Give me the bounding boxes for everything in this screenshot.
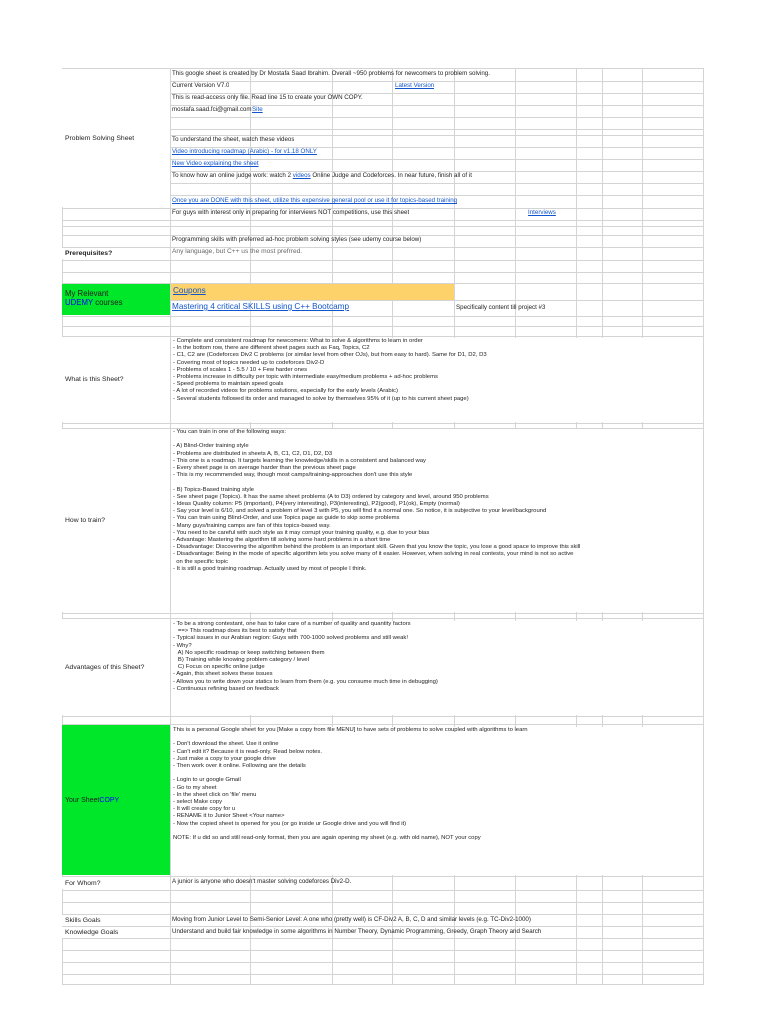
label-how-to-train: How to train? bbox=[62, 429, 170, 612]
advantages-text: - To be a strong contestant, one has to take care of a number of quality and quantity factors ==> This roadmap does its best to satisfy that - Typical issues in our Arabian region: Guys with 700-1000 solved problems and still weak! - Why? A) No specific roadmap or keep switching between them B) Training while knowing problem category / level C) Focus on specific online judge - Again, this sheet solves these issues - Allows you to write down your statics to learn from them (e.g. you consume much time in debugging) - Continuous refining based on feedback bbox=[172, 621, 702, 715]
coupons-link[interactable]: Coupons bbox=[171, 284, 454, 300]
label-for-whom: For Whom? bbox=[62, 877, 170, 889]
how-to-train-text: - You can train in one of the following ways: - A) Blind-Order training style - Problems are distributed in sheets A, B, C1, C2, D1, D2, D3 - This one is a roadmap. It targets learning the knowledge/skills in a consistent and balanced way - Every sheet page is on average harder than the previous sheet page - This is my recommended way, though most camps/training-approaches don't use this style - B) Topics-Based training style - See sheet page (Topics). It has the same sheet problems (A to D3) ordered by category and level, around 950 problems - Ideas Quality column: P5 (important), P4(very interesting), P3(interesting), P2(good), P1(ok), Empty (normal) - Say your level is 6/10, and solved a problem of level 3 with P5, you will find it a normal one. So notice, it is subjective to your level/background - You can train using Blind-Order, and use Topics page as guide to skip some problems - Many guys/training camps are fan of this topics-based way. - You need to be careful with such style as it may corrupt your training quality, e.g. due to your bias - Advantage: Mastering the algorithm till solving some hard problems in a short time - Disadvantage: Discovering the algorithm behind the problem is an important skill. Given that you know the topic, you lose a good space to improve this skill - Disadvantage: Being in the mode of specific algorithm lets you solve many of it easier. However, when solving in real contests, your mind is not so active on the specific topic - It is still a good training roadmap. Actually used by most of people I think. bbox=[172, 429, 702, 612]
label-your-sheet-copy: Your Sheet COPY bbox=[62, 725, 170, 875]
udemy-label-line2: UDEMY courses bbox=[65, 298, 123, 307]
site-link[interactable]: Site bbox=[252, 106, 263, 113]
online-judge-note: To know how an online judge work: watch 2 videos Online Judge and Codeforces. In near future, finish all of it bbox=[172, 172, 472, 179]
label-udemy-courses bbox=[62, 284, 170, 315]
what-is-sheet-text: - Complete and consistent roadmap for newcomers: What to solve & algorithms to learn in order - In the bottom row, there are different sheet pages such as Faq, Topics, C2 - C1, C2 are (Codeforces Div2 C problems (or similar level from other OJs), but from easy to hard). Same for D1, D2, D3 - Covering most of topics needed up to codeforces Div2-D - Problems of scales 1 - 5.5 / 10 + Few harder ones - Problems increase in difficulty per topic with intermediate easy/medium problems + ad-hoc problems - Speed problems to maintain speed goals - A lot of recorded videos for problems solutions, especially for the early levels (Arabic) - Several students followed its order and managed to solve by themselves 95% of it (up to his current sheet page) bbox=[172, 338, 702, 422]
label-advantages: Advantages of this Sheet? bbox=[62, 619, 170, 715]
your-sheet-copy-text: This is a personal Google sheet for you [Make a copy from file MENU] to have sets of problems to solve coupled with algorithms to learn - Don't download the sheet. Use it online - Can't edit it? Because it is read-only. Read below notes. - Just make a copy to your google drive - Then work over it online. Following are the details - Login to ur google Gmail - Go to my sheet - In the sheet click on 'file' menu - select Make copy - It will create copy for u - RENAME it to Junior Sheet <Your name> - Now the copied sheet is opened for you (or go inside ur Google drive and you will find it) NOTE: If u did so and still read-only format, then you are again opening my sheet (e.g. with old name), NOT your copy bbox=[172, 727, 702, 875]
read-access-note: This is read-access only file. Read line 15 to create your OWN COPY. bbox=[172, 94, 363, 101]
for-whom-text: A junior is anyone who doesn't master solving codeforces Div2-D. bbox=[172, 878, 352, 885]
udemy-label-line1: My Relevant bbox=[65, 289, 109, 298]
interviews-link[interactable]: Interviews bbox=[528, 209, 556, 216]
skills-goals-text: Moving from Junior Level to Semi-Senior Level: A one who (pretty well) is CF-Div2 A, B, C, D and similar levels (e.g. TC-Div2-1000) bbox=[172, 916, 531, 923]
author-email: mostafa.saad.fci@gmail.com bbox=[172, 106, 252, 113]
new-video-link[interactable]: New Video explaining the sheet bbox=[172, 160, 259, 167]
intro-text: This google sheet is created by Dr Mostafa Saad Ibrahim. Overall ~950 problems for newcomers to problem solving. bbox=[172, 70, 490, 77]
label-knowledge-goals: Knowledge Goals bbox=[62, 927, 170, 938]
knowledge-goals-text: Understand and build fair knowledge in some algorithms in Number Theory, Dynamic Programming, Greedy, Graph Theory and Search bbox=[172, 928, 542, 935]
prereq-skills: Programming skills with preferred ad-hoc problem solving styles (see udemy course below) bbox=[172, 236, 422, 243]
course-note: Specifically content till project #3 bbox=[456, 304, 546, 311]
latest-version-link[interactable]: Latest Version bbox=[395, 82, 435, 89]
videos-intro: To understand the sheet, watch these videos bbox=[172, 136, 295, 143]
label-problem-solving: Problem Solving Sheet bbox=[62, 69, 170, 207]
label-what-is-sheet: What is this Sheet? bbox=[62, 337, 170, 422]
current-version: Current Version V7.0 bbox=[172, 82, 230, 89]
prereq-language: Any language, but C++ us the most prefrred. bbox=[172, 248, 303, 255]
videos-link[interactable]: videos bbox=[292, 172, 311, 179]
spreadsheet-grid bbox=[62, 68, 704, 984]
interviews-note: For guys with interest only in preparing for interviews NOT competitions, use this sheet bbox=[172, 209, 410, 216]
general-pool-link[interactable]: Once you are DONE with this sheet, utilize this expensive general pool or use it for topics-based training bbox=[172, 197, 458, 204]
course-link[interactable]: Mastering 4 critical SKILLS using C++ Bootcamp bbox=[172, 302, 350, 311]
label-skills-goals: Skills Goals bbox=[62, 915, 170, 926]
label-prerequisites: Prerequisites? bbox=[62, 248, 170, 259]
video-roadmap-link[interactable]: Video introducing roadmap (Arabic) - for v1.18 ONLY bbox=[172, 148, 317, 155]
